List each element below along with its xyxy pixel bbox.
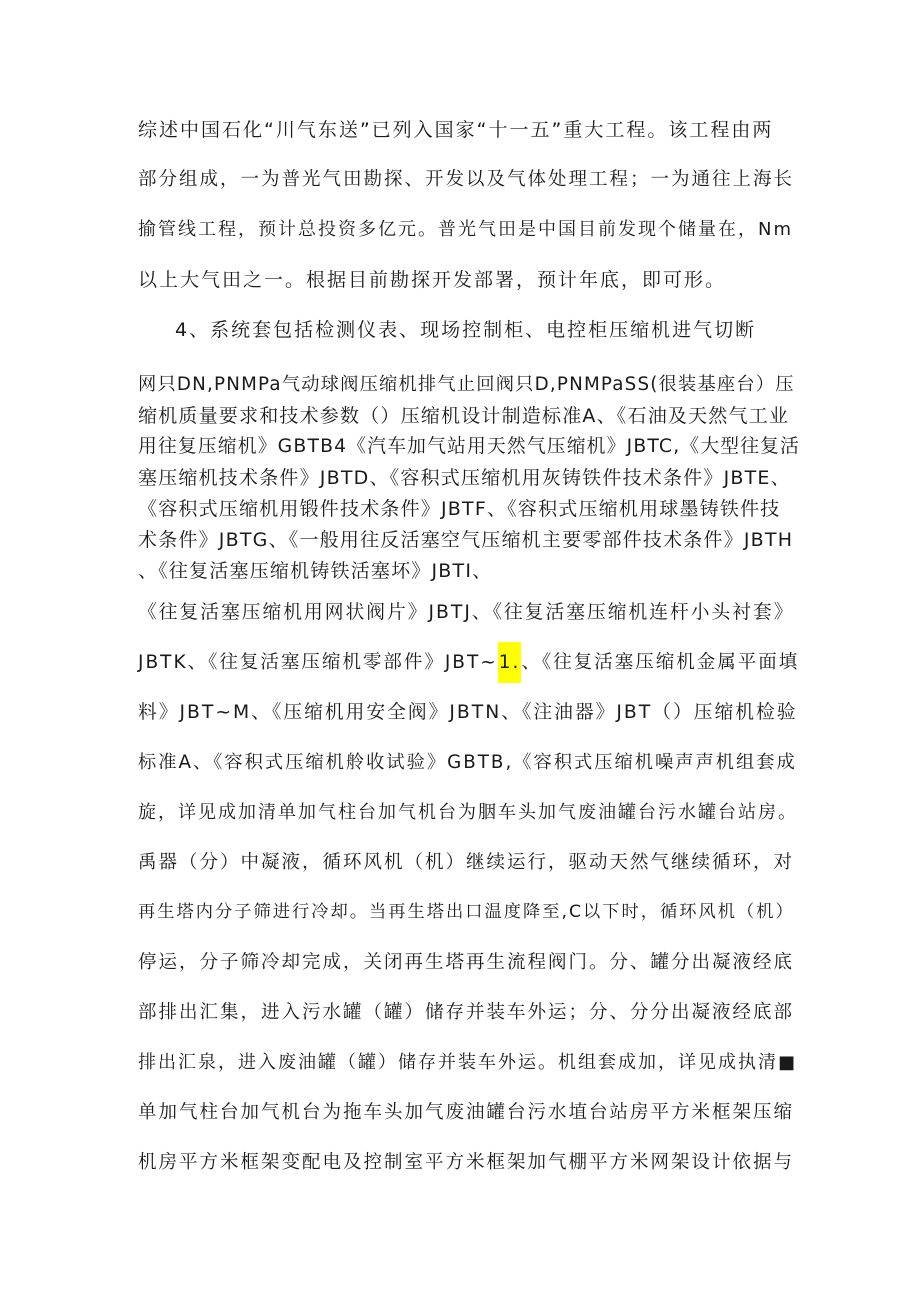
text-line: 4、系统套包括检测仪表、现场控制柜、电控柜压缩机进气切断 bbox=[175, 319, 757, 341]
text-line: 综述中国石化“川气东送”已列入国家“十一五”重大工程。该工程由两 bbox=[138, 119, 774, 141]
text-line: 网只DN,PNMPa气动球阀压缩机排气止回阀只D,PNMPaSS(很装基座台）压 bbox=[138, 374, 795, 395]
text-line-with-highlight bbox=[138, 654, 799, 673]
text-line: 再生塔内分子筛进行冷却。当再生塔出口温度降至,C以下时，循环风机（机） bbox=[138, 902, 795, 922]
text-line: 料》JBT~M、《压缩机用安全阀》JBTN、《注油器》JBT（）压缩机检验 bbox=[138, 702, 798, 723]
text-line: 机房平方米框架变配电及控制室平方米框架加气棚平方米网架设计依据与 bbox=[138, 1152, 795, 1173]
text-line: 、《往复活塞压缩机铸铁活塞坏》JBTI、 bbox=[138, 560, 493, 582]
text-line: 《容积式压缩机用锻件技术条件》JBTF、《容积式压缩机用球墨铸铁件技 bbox=[138, 498, 781, 520]
text-line: 术条件》JBTG、《一般用往反活塞空气压缩机主要零部件技术条件》JBTH bbox=[138, 529, 794, 551]
text-line: 旋，详见成加清单加气柱台加气机台为胭车头加气废油罐台污水罐台站房。 bbox=[138, 802, 798, 823]
highlighted-text: 1. bbox=[498, 642, 522, 683]
text-line: 用往复压缩机》GBTB4《汽车加气站用天然气压缩机》JBTC,《大型往复活 bbox=[138, 436, 801, 457]
text-line: 揄管线工程，预计总投资多亿元。普光气田是中国目前发现个储量在，Nm bbox=[138, 219, 793, 240]
text-line: 塞压缩机技术条件》JBTD、《容积式压缩机用灰铸铁件技术条件》JBTE、 bbox=[138, 467, 791, 489]
text-line: 缩机质量要求和技术参数（）压缩机设计制造标准A、《石油及天然气工业 bbox=[138, 405, 790, 427]
text-line: 禹器（分）中凝液，循环风机（机）继续运行，驱动天然气继续循环，对 bbox=[138, 852, 795, 873]
text-line: 部分组成，一为普光气田勘探、开发以及气体处理工程；一为通往上海长 bbox=[138, 169, 795, 190]
text-segment: 、《往复活塞压缩机金属平面填 bbox=[521, 652, 800, 673]
text-line: 以上大气田之一。根据目前勘探开发部署，预计年底，即可形。 bbox=[138, 269, 727, 291]
text-line: 排出汇泉，进入废油罐（罐）储存并装车外运。机组套成加，详见成执清■ bbox=[138, 1052, 798, 1073]
text-line: 标准A、《容积式压缩机舲收试验》GBTB,《容积式压缩机噪声声机组套成 bbox=[138, 752, 797, 773]
text-line: 部排出汇集，进入污水罐（罐）储存并装车外运；分、分分出凝液经底部 bbox=[138, 1002, 795, 1023]
text-segment: JBTK、《往复活塞压缩机零部件》JBT~ bbox=[138, 652, 498, 673]
text-line: 单加气柱台加气机台为拖车头加气废油罐台污水埴台站房平方米框架压缩 bbox=[138, 1102, 795, 1123]
text-line: 《往复活塞压缩机用网状阀片》JBTJ、《往复活塞压缩机连杆小头衬套》 bbox=[138, 602, 795, 623]
text-line: 停运，分子筛冷却完成，关闭再生塔再生流程阀门。分、罐分出凝液经底 bbox=[138, 952, 795, 973]
